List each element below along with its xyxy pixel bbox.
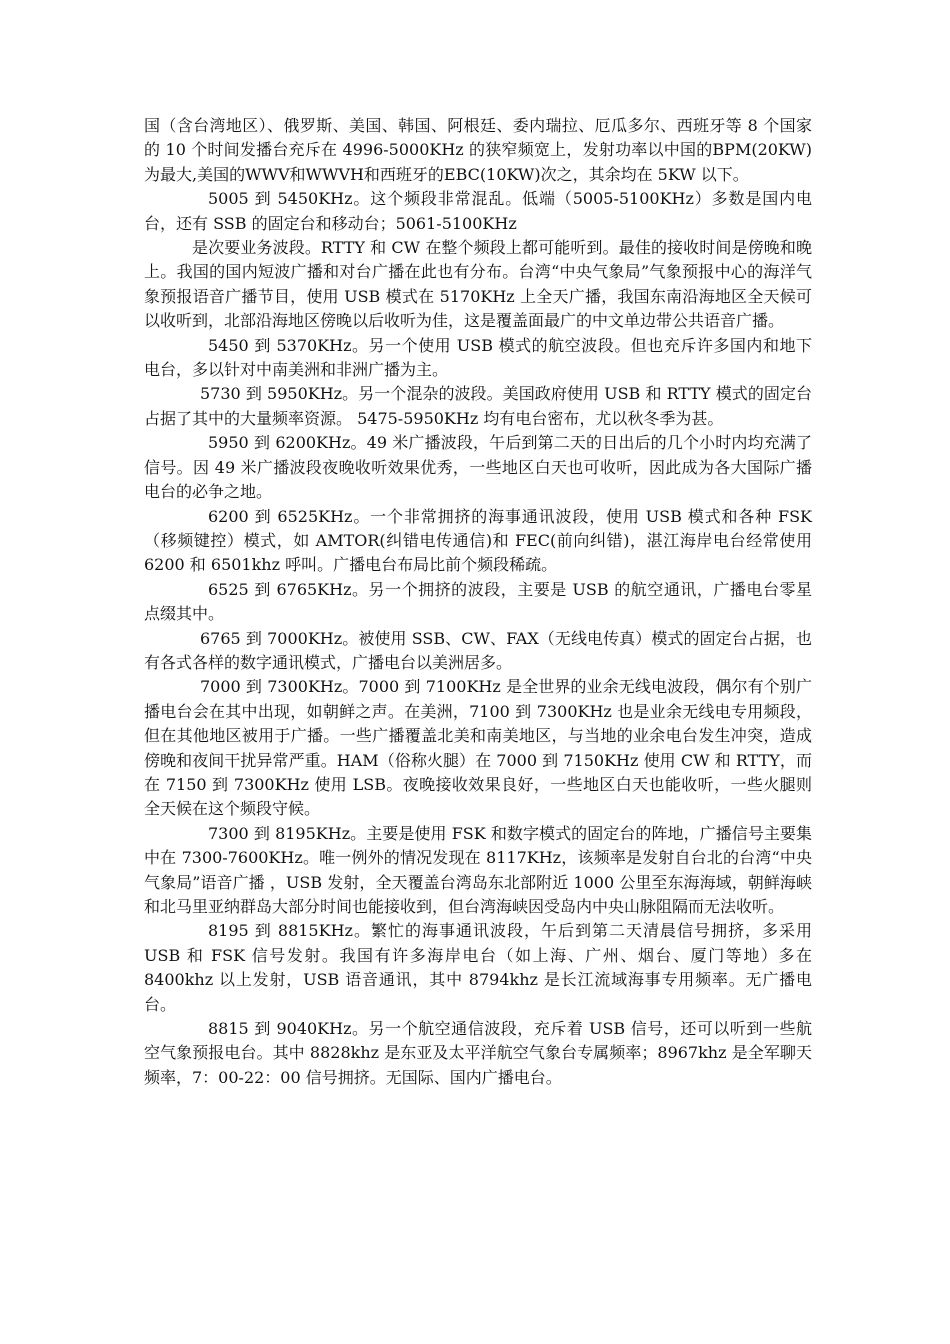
paragraph-8195-8815: 8195 到 8815KHz。繁忙的海事通讯波段，午后到第二天清晨信号拥挤，多采用 USB 和 FSK 信号发射。我国有许多海岸电台（如上海、广州、烟台、厦门等地）多在 8400khz 以上发射，USB 语音通讯，其中 8794khz 是长江流域海事专用频率。无广播电台。 <box>144 921 812 1014</box>
paragraph-5450-5370: 5450 到 5370KHz。另一个使用 USB 模式的航空波段。但也充斥许多国内和地下电台，多以针对中南美洲和非洲广播为主。 <box>144 335 812 380</box>
paragraph-7300-8195: 7300 到 8195KHz。主要是使用 FSK 和数字模式的固定台的阵地，广播信号主要集中在 7300-7600KHz。唯一例外的情况发现在 8117KHz，该频率是发射自台北的台湾“中央气象局”语音广播 ，USB 发射，全天覆盖台湾岛东北部附近 1000 公里至东海海域，朝鲜海峡和北马里亚纳群岛大部分时间也能接收到，但台湾海峡因受岛内中央山脉阻隔而无法收听。 <box>144 823 812 916</box>
paragraph-7000-7300: 7000 到 7300KHz。7000 到 7100KHz 是全世界的业余无线电波段，偶尔有个别广播电台会在其中出现，如朝鲜之声。在美洲，7100 到 7300KHz 也是业余无线电专用频段，但在其他地区被用于广播。一些广播覆盖北美和南美地区，与当地的业余电台发生冲突，造成傍晚和夜间干扰异常严重。HAM（俗称火腿）在 7000 到 7150KHz 使用 CW 和 RTTY，而在 7150 到 7300KHz 使用 LSB。夜晚接收效果良好，一些地区白天也能收听，一些火腿则全天候在这个频段守候。 <box>144 677 812 819</box>
paragraph-5005-5450: 5005 到 5450KHz。这个频段非常混乱。低端（5005-5100KHz）多数是国内电台，还有 SSB 的固定台和移动台；5061-5100KHz <box>144 189 812 233</box>
paragraph-6765-7000: 6765 到 7000KHz。被使用 SSB、CW、FAX（无线电传真）模式的固定台占据，也有各式各样的数字通讯模式，广播电台以美洲居多。 <box>144 628 812 672</box>
paragraph-5950-6200: 5950 到 6200KHz。49 米广播波段，午后到第二天的日出后的几个小时内均充满了信号。因 49 米广播波段夜晚收听效果优秀，一些地区白天也可收听，因此成为各大国际广播电台的必争之地。 <box>144 433 812 502</box>
paragraph-6525-6765: 6525 到 6765KHz。另一个拥挤的波段，主要是 USB 的航空通讯，广播电台零星点缀其中。 <box>144 579 812 624</box>
paragraph-8815-9040: 8815 到 9040KHz。另一个航空通信波段，充斥着 USB 信号，还可以听到一些航空气象预报电台。其中 8828khz 是东亚及太平洋航空气象台专属频率；8967khz 是全军聊天频率，7：00-22：00 信号拥挤。无国际、国内广播电台。 <box>144 1019 812 1087</box>
document-body <box>144 114 812 1090</box>
paragraph-time-stations: 国（含台湾地区）、俄罗斯、美国、韩国、阿根廷、委内瑞拉、厄瓜多尔、西班牙等 8 个国家的 10 个时间发播台充斥在 4996-5000KHz 的狭窄频宽上，发射功率以中国的BPM(20KW)为最大,美国的WWV和WWVH和西班牙的EBC(10KW)次之，其余均在 5KW 以下。 <box>144 116 812 184</box>
paragraph-5730-5950: 5730 到 5950KHz。另一个混杂的波段。美国政府使用 USB 和 RTTY 模式的固定台占据了其中的大量频率资源。 5475-5950KHz 均有电台密布，尤以秋冬季为甚。 <box>144 384 812 428</box>
paragraph-secondary-service: 是次要业务波段。RTTY 和 CW 在整个频段上都可能听到。最佳的接收时间是傍晚和晚上。我国的国内短波广播和对台广播在此也有分布。台湾“中央气象局”气象预报中心的海洋气象预报语音广播节目，使用 USB 模式在 5170KHz 上全天广播，我国东南沿海地区全天候可以收听到，北部沿海地区傍晚以后收听为佳，这是覆盖面最广的中文单边带公共语音广播。 <box>144 238 812 331</box>
paragraph-6200-6525: 6200 到 6525KHz。一个非常拥挤的海事通讯波段，使用 USB 模式和各种 FSK（移频键控）模式，如 AMTOR(纠错电传通信)和 FEC(前向纠错)，湛江海岸电台经常使用 6200 和 6501khz 呼叫。广播电台布局比前个频段稀疏。 <box>144 506 812 575</box>
